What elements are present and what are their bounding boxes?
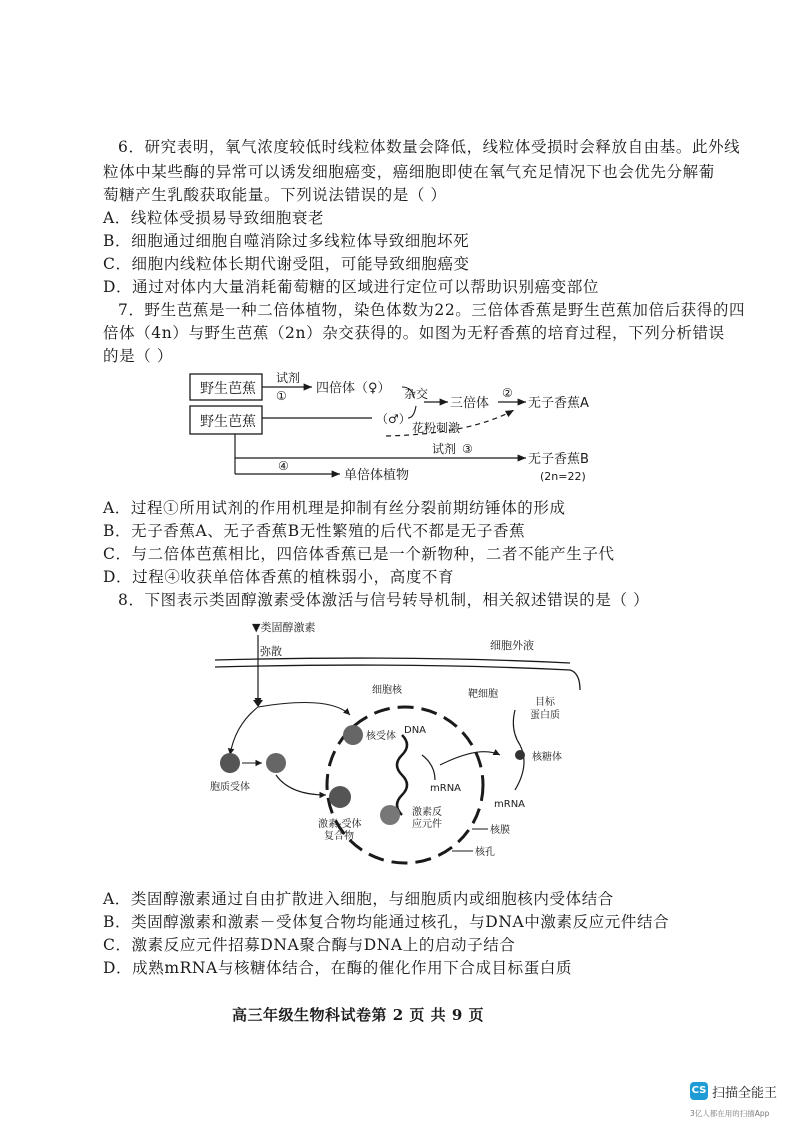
q6-option-a: A．线粒体受损易导致细胞衰老 [103,209,325,227]
receptor-bound-shape [266,753,286,773]
cyto-receptor-shape [220,753,240,773]
q7-option-c: C．与二倍体芭蕉相比，四倍体香蕉已是一个新物种，二者不能产生子代 [103,545,615,563]
arrow-to-nuclear-receptor [258,703,350,716]
cross-label: 杂交 [404,387,429,401]
wild-banana-label-2: 野生芭蕉 [200,414,256,430]
q7-stem-line-3: 的是（ ） [103,347,173,365]
complex-label-2: 复合物 [324,831,354,842]
arrow-to-cyto-receptor [230,707,258,755]
q6-stem-line-2: 粒体中某些酶的异常可以诱发细胞癌变，癌细胞即使在氧气充足情况下也会优先分解葡 [103,163,715,181]
dna-helix [397,735,407,815]
reagent-top-label: 试剂 [276,371,301,385]
q8-stem-line-1: 8．下图表示类固醇激素受体激活与信号转导机制，相关叙述错误的是（ ） [118,591,650,609]
step3-marker: ③ [462,442,473,456]
steroid-hormone-diagram [190,615,600,880]
element-label-2: 应元件 [412,819,442,830]
q6-option-d: D．通过对体内大量消耗葡萄糖的区域进行定位可以帮助识别癌变部位 [103,278,600,296]
hormone-response-element-shape [380,805,400,825]
dna-label: DNA [404,725,427,736]
wild-banana-label-1: 野生芭蕉 [200,381,256,397]
step4-marker: ④ [278,459,289,473]
mrna-outer-strand [513,710,524,790]
arrow-to-complex [276,775,326,795]
q8-option-c: C．激素反应元件招募DNA聚合酶与DNA上的启动子结合 [103,936,516,954]
scanner-app-name: 扫描全能王 [712,1086,778,1101]
diffuse-label: 弥散 [260,645,282,658]
complex-label-1: 激素-受体 [318,819,362,830]
ribosome-label: 核糖体 [532,752,562,763]
scanner-logo-icon: CS [690,1082,708,1100]
tetraploid-label: 四倍体（♀） [316,381,391,396]
q6-option-b: B．细胞通过细胞自噬消除过多线粒体导致细胞坏死 [103,232,470,250]
ribosome-shape [515,750,525,760]
q7-stem-line-1: 7．野生芭蕉是一种二倍体植物，染色体数为22。三倍体香蕉是野生芭蕉加倍后获得的四 [118,301,746,319]
triploid-label: 三倍体 [450,396,490,411]
pore-label: 核孔 [475,847,495,858]
nuclear-receptor-shape [343,725,363,745]
q7-option-b: B．无子香蕉A、无子香蕉B无性繁殖的后代不都是无子香蕉 [103,522,526,540]
scanner-tagline: 3亿人都在用的扫描App [690,1109,770,1118]
pollen-label: 花粉刺激 [412,421,461,435]
target-protein-label-2: 蛋白质 [530,710,560,721]
complex-shape [329,786,351,808]
q6-stem-line-1: 6．研究表明，氧气浓度较低时线粒体数量会降低，线粒体受损时会释放自由基。此外线 [118,138,741,156]
banana-a-label: 无子香蕉A [528,396,589,411]
hormone-label: ▼类固醇激素 [252,621,316,634]
page-footer: 高三年级生物科试卷第 2 页 共 9 页 [232,1006,484,1024]
membrane-label: 核膜 [490,825,510,836]
q6-stem-line-3: 萄糖产生乳酸获取能量。下列说法错误的是（ ） [103,186,447,204]
arrow-mrna-export [440,752,500,765]
banana-breeding-diagram [180,368,620,488]
banana-b-note: (2n=22) [540,470,586,483]
mrna-inner-label: mRNA [430,783,462,794]
cyto-receptor-label: 胞质受体 [210,782,250,793]
step1-marker: ① [276,389,287,403]
q7-option-d: D．过程④收获单倍体香蕉的植株弱小，高度不育 [103,568,455,586]
q8-option-d: D．成熟mRNA与核糖体结合，在酶的催化作用下合成目标蛋白质 [103,959,573,977]
haploid-label: 单倍体植物 [344,468,410,483]
q6-option-c: C．细胞内线粒体长期代谢受阻，可能导致细胞癌变 [103,255,470,273]
extracellular-label: 细胞外液 [490,639,534,652]
q7-stem-line-2: 倍体（4n）与野生芭蕉（2n）杂交获得的。如图为无籽香蕉的培育过程，下列分析错误 [103,324,725,342]
element-label-1: 激素反 [412,807,442,818]
nucleus-label: 细胞核 [372,685,402,696]
banana-b-label: 无子香蕉B [528,452,589,467]
nuclear-receptor-label: 核受体 [366,731,396,742]
step2-marker: ② [502,386,513,400]
target-cell-label: 靶细胞 [468,689,498,700]
q7-option-a: A．过程①所用试剂的作用机理是抑制有丝分裂前期纺锤体的形成 [103,499,566,517]
mrna-outer-label: mRNA [494,799,526,810]
target-protein-label-1: 目标 [535,697,555,708]
q8-option-a: A．类固醇激素通过自由扩散进入细胞，与细胞质内或细胞核内受体结合 [103,890,614,908]
mrna-inner-strand [422,755,435,780]
male-label: （♂） [376,412,411,426]
cell-membrane-outer [215,658,570,663]
q8-option-b: B．类固醇激素和激素－受体复合物均能通过核孔，与DNA中激素反应元件结合 [103,913,670,931]
reagent-bottom-label: 试剂 [432,442,457,456]
